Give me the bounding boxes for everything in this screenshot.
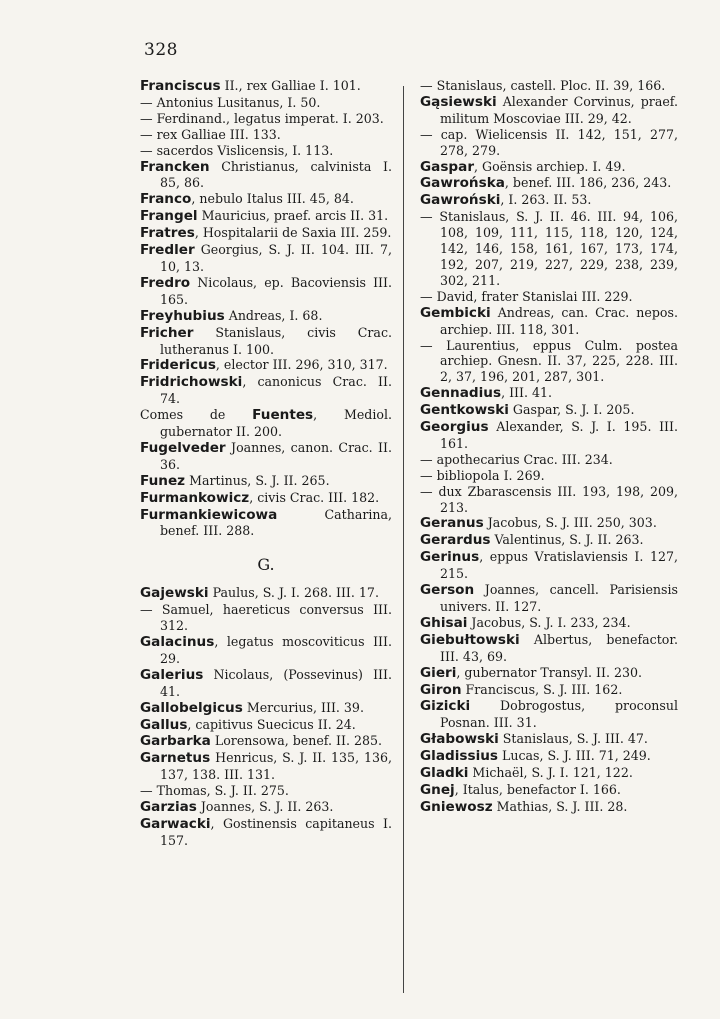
entry-headword: Gladki <box>420 765 469 782</box>
entry-text: , gubernator Transyl. II. 230. <box>456 664 643 680</box>
entry-text: Christianus, calvinista I. 85, 86. <box>160 158 392 191</box>
entry-headword: Franco <box>140 191 192 208</box>
index-entry <box>420 305 678 338</box>
entry-headword: Gennadius <box>420 385 502 402</box>
section-heading-g: G. <box>257 555 275 575</box>
entry-text: — apothecarius Crac. III. 234. <box>420 451 613 467</box>
entry-prefix: Comes de <box>140 407 253 423</box>
entry-headword: Gerardus <box>420 532 491 549</box>
index-entry <box>140 473 392 490</box>
entry-text: Paulus, S. J. I. 268. III. 17. <box>208 585 379 601</box>
index-entry <box>140 667 392 700</box>
index-entry <box>140 275 392 308</box>
entry-headword: Gąsiewski <box>420 93 497 110</box>
entry-text: Andreas, can. Crac. nepos. archiep. III. 118, 301. <box>440 304 678 337</box>
entry-headword: Galacinus <box>140 634 215 650</box>
entry-text: Martinus, S. J. II. 265. <box>185 472 330 488</box>
entry-text: , elector III. 296, 310, 317. <box>215 357 388 373</box>
index-entry <box>420 782 678 799</box>
entry-text: — Laurentius, eppus Culm. postea archiep. Gnesn. II. 37, 225, 228. III. 2, 37, 196, 201, 287, 301. <box>420 337 678 385</box>
entry-text: Lorensowa, benef. II. 285. <box>210 733 383 749</box>
entry-headword: Garzias <box>140 799 197 816</box>
entry-text: Alexander, S. J. I. 195. III. 161. <box>440 419 678 451</box>
entry-text: , eppus Vratislaviensis I. 127, 215. <box>440 549 678 582</box>
index-entry <box>420 731 678 748</box>
entry-text: — Ferdinand., legatus imperat. I. 203. <box>140 110 384 126</box>
entry-headword: Garbarka <box>140 733 211 750</box>
entry-text: Lucas, S. J. III. 71, 249. <box>498 748 651 764</box>
entry-headword: Freyhubius <box>140 307 225 324</box>
entry-text: Dobrogostus, proconsul Posnan. III. 31. <box>440 698 678 731</box>
entry-text: — Stanislaus, S. J. II. 46. III. 94, 106, 108, 109, 111, 115, 118, 120, 124, 142, 146, 158, 161, 167, 173, 174, 192, 207, 219, 227, 229, 238, 239, 302, 211. <box>420 209 678 288</box>
entry-text: — cap. Wielicensis II. 142, 151, 277, 278, 279. <box>420 126 678 158</box>
entry-headword: Furmankowicz <box>140 489 250 506</box>
index-entry <box>420 385 678 402</box>
entry-text: , Mediol. gubernator II. 200. <box>160 407 392 440</box>
entry-text: — Stanislaus, castell. Ploc. II. 39, 166. <box>420 78 666 93</box>
entry-text: Georgius, S. J. II. 104. III. 7, 10, 13. <box>160 242 392 274</box>
index-entry <box>140 308 392 325</box>
entry-headword: Gentkowski <box>420 402 509 419</box>
entry-text: , Italus, benefactor I. 166. <box>454 781 621 797</box>
index-entry <box>420 582 678 615</box>
index-entry <box>420 799 678 816</box>
column-divider <box>403 86 404 993</box>
entry-headword: Giron <box>420 681 462 698</box>
index-entry <box>420 94 678 127</box>
index-entry <box>140 325 392 358</box>
entry-text: — Samuel, haereticus conversus III. 312. <box>140 602 392 634</box>
entry-headword: Gawrońska <box>420 175 505 192</box>
index-entry <box>420 484 678 516</box>
index-entry <box>140 602 392 634</box>
entry-headword: Gallobelgicus <box>140 699 243 716</box>
index-entry <box>420 127 678 159</box>
entry-text: — Antonius Lusitanus, I. 50. <box>140 94 321 110</box>
index-entry <box>140 127 392 143</box>
index-entry <box>420 338 678 386</box>
entry-text: , Hospitalarii de Saxia III. 259. <box>194 225 392 241</box>
entry-text: , Gostinensis capitaneus I. 157. <box>160 815 392 848</box>
entry-text: Henricus, S. J. II. 135, 136, 137, 138. III. 131. <box>160 750 392 783</box>
entry-text: , I. 263. II. 53. <box>500 192 592 208</box>
index-entry <box>420 549 678 582</box>
entry-headword: Fredro <box>140 274 191 291</box>
index-entry <box>420 632 678 665</box>
index-entry <box>420 192 678 209</box>
index-entry <box>420 765 678 782</box>
entry-text: , legatus moscoviticus III. 29. <box>160 634 392 666</box>
entry-text: , capitivus Suecicus II. 24. <box>187 716 356 732</box>
entry-headword: Gizicki <box>420 698 471 715</box>
index-entry <box>140 407 392 440</box>
left-column <box>140 78 392 849</box>
entry-headword: Fridrichowski <box>140 374 243 391</box>
index-entry <box>140 95 392 111</box>
entry-text: , Goënsis archiep. I. 49. <box>474 158 626 174</box>
entry-text: Joannes, canon. Crac. II. 36. <box>160 439 392 472</box>
entry-headword: Geranus <box>420 515 484 532</box>
entry-headword: Gerson <box>420 582 475 599</box>
entry-headword: Franciscus <box>140 78 221 94</box>
index-entry <box>420 289 678 305</box>
index-entry <box>420 665 678 682</box>
entry-text: Nicolaus, ep. Bacoviensis III. 165. <box>160 274 392 307</box>
entry-headword: Garwacki <box>140 815 211 832</box>
entry-headword: Ghisai <box>420 614 468 631</box>
entry-text: Nicolaus, (Possevinus) III. 41. <box>160 666 392 699</box>
index-entry <box>140 700 392 717</box>
entry-headword: Funez <box>140 472 186 489</box>
entry-headword: Francken <box>140 158 210 175</box>
index-entry <box>420 615 678 632</box>
entry-text: , nebulo Italus III. 45, 84. <box>191 191 354 207</box>
entry-headword: Galerius <box>140 666 204 683</box>
index-entry <box>140 733 392 750</box>
entry-text: Joannes, S. J. II. 263. <box>196 799 334 815</box>
entry-headword: Gniewosz <box>420 798 493 815</box>
entry-text: Alexander Corvinus, praef. militum Moscoviae III. 29, 42. <box>440 93 678 126</box>
index-entry <box>140 191 392 208</box>
entry-headword: Giebułtowski <box>420 631 520 648</box>
index-entry <box>420 698 678 731</box>
entry-headword: Garnetus <box>140 750 211 767</box>
entry-text: Valentinus, S. J. II. 263. <box>490 532 644 548</box>
index-entry <box>420 748 678 765</box>
index-entry <box>140 208 392 225</box>
entry-text: — sacerdos Vislicensis, I. 113. <box>140 142 334 158</box>
index-entry <box>140 111 392 127</box>
index-entry <box>420 515 678 532</box>
index-entry <box>420 532 678 549</box>
entry-headword: Fuentes <box>252 407 314 424</box>
entry-text: Jacobus, S. J. I. 233, 234. <box>467 614 631 630</box>
entry-text: Gaspar, S. J. I. 205. <box>508 402 635 418</box>
entry-headword: Georgius <box>420 419 489 436</box>
entry-headword: Frangel <box>140 208 198 225</box>
entry-headword: Gajewski <box>140 585 209 602</box>
index-entry <box>140 143 392 159</box>
entry-text: , canonicus Crac. II. 74. <box>160 374 392 407</box>
entry-text: Jacobus, S. J. III. 250, 303. <box>483 515 657 531</box>
index-entry <box>140 783 392 799</box>
entries-g-left <box>140 585 392 849</box>
entry-headword: Gieri <box>420 664 457 681</box>
index-entry <box>140 816 392 849</box>
entry-headword: Gawroński <box>420 192 501 209</box>
entry-text: , benef. III. 186, 236, 243. <box>504 175 672 191</box>
index-entry <box>140 634 392 667</box>
index-entry <box>140 799 392 816</box>
entry-text: II., rex Galliae I. 101. <box>220 78 361 93</box>
entry-text: Catharina, benef. III. 288. <box>160 506 392 539</box>
index-entry <box>140 507 392 540</box>
entry-headword: Fugelveder <box>140 439 226 456</box>
entry-headword: Gembicki <box>420 304 491 321</box>
index-entry <box>140 225 392 242</box>
index-entry <box>420 682 678 699</box>
entry-headword: Fricher <box>140 324 194 341</box>
entry-text: , III. 41. <box>501 385 553 401</box>
index-entry <box>140 374 392 407</box>
page-number: 328 <box>144 40 178 60</box>
entry-headword: Gaspar <box>420 158 475 175</box>
index-entry <box>420 78 678 94</box>
entry-text: — David, frater Stanislai III. 229. <box>420 288 633 304</box>
entry-text: Stanislaus, civis Crac. lutheranus I. 100. <box>160 324 392 357</box>
index-entry <box>140 78 392 95</box>
entry-text: Michaël, S. J. I. 121, 122. <box>468 765 633 781</box>
index-entry <box>420 175 678 192</box>
entry-headword: Gerinus <box>420 549 480 566</box>
entry-text: Stanislaus, S. J. III. 47. <box>498 731 648 747</box>
index-entry <box>420 402 678 419</box>
index-entry <box>420 209 678 289</box>
entry-text: Mathias, S. J. III. 28. <box>492 798 628 814</box>
entry-headword: Gallus <box>140 716 188 733</box>
entry-text: — rex Galliae III. 133. <box>140 126 281 142</box>
index-entry <box>420 419 678 452</box>
entry-text: Joannes, cancell. Parisiensis univers. II. 127. <box>440 582 678 614</box>
entry-text: Andreas, I. 68. <box>224 307 323 323</box>
index-entry <box>140 159 392 192</box>
entry-text: Franciscus, S. J. III. 162. <box>461 681 623 697</box>
index-entry <box>420 159 678 176</box>
index-entry <box>140 242 392 275</box>
entry-text: Mercurius, III. 39. <box>242 699 364 715</box>
index-entry <box>420 468 678 484</box>
right-column <box>420 78 678 816</box>
entries-f <box>140 78 392 539</box>
entry-text: , civis Crac. III. 182. <box>249 489 380 505</box>
entries-g-right <box>420 78 678 816</box>
index-entry <box>140 717 392 734</box>
entry-text: — Thomas, S. J. II. 275. <box>140 783 289 799</box>
entry-text: Albertus, benefactor. III. 43, 69. <box>440 631 678 664</box>
entry-headword: Głabowski <box>420 731 499 748</box>
entry-headword: Fratres <box>140 225 195 242</box>
entry-text: — bibliopola I. 269. <box>420 467 545 483</box>
index-entry <box>140 750 392 783</box>
entry-headword: Fridericus <box>140 357 216 374</box>
index-entry <box>140 440 392 473</box>
entry-text: Mauricius, praef. arcis II. 31. <box>197 208 389 224</box>
index-entry <box>140 490 392 507</box>
index-entry <box>140 585 392 602</box>
entry-text: — dux Zbarascensis III. 193, 198, 209, 213. <box>420 483 678 515</box>
entry-headword: Furmankiewicowa <box>140 506 278 523</box>
index-entry <box>140 357 392 374</box>
entry-headword: Gnej <box>420 781 455 798</box>
entry-headword: Gladissius <box>420 748 498 765</box>
entry-headword: Fredler <box>140 242 195 259</box>
index-entry <box>420 452 678 468</box>
